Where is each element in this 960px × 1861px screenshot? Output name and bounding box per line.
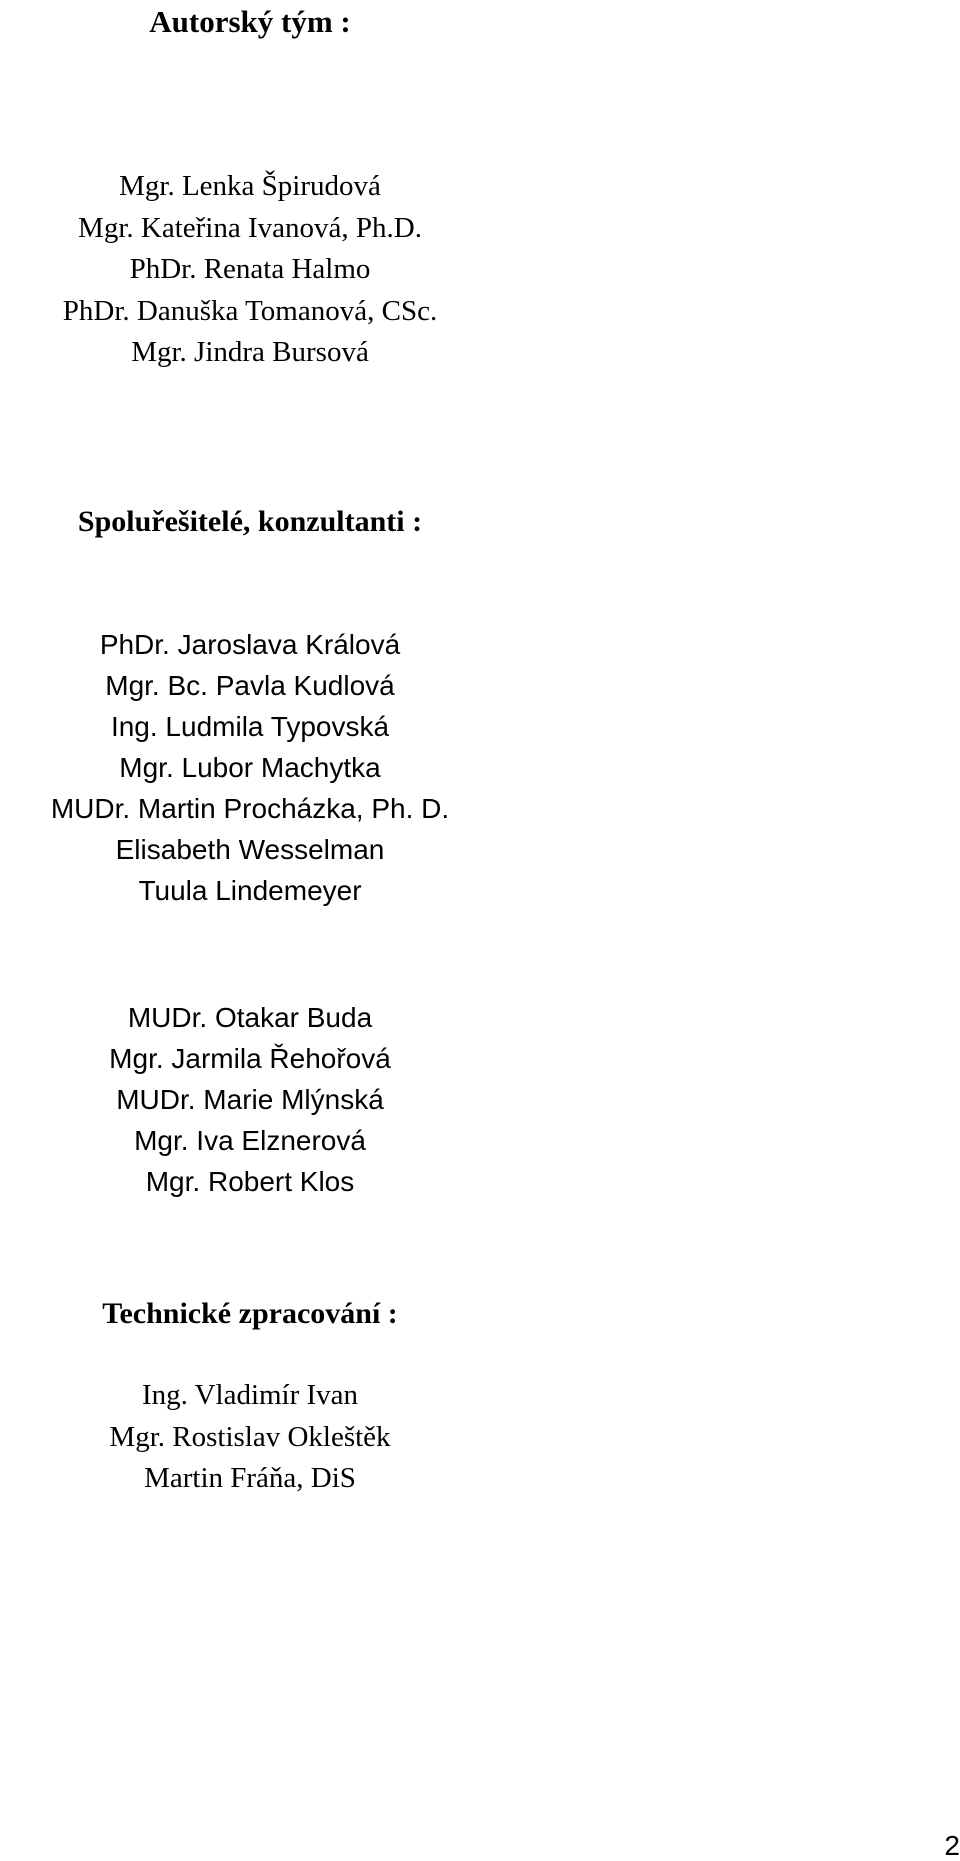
author-member: Mgr. Kateřina Ivanová, Ph.D. <box>78 211 422 244</box>
co-investigators-group2 <box>0 997 500 1202</box>
author-member: Mgr. Lenka Špirudová <box>119 170 381 202</box>
co-investigator: Tuula Lindemeyer <box>138 875 362 906</box>
technical-member: Mgr. Rostislav Okleštěk <box>109 1420 391 1453</box>
co-investigators-group1 <box>0 624 500 911</box>
author-team-list <box>0 166 500 374</box>
author-member: PhDr. Renata Halmo <box>129 253 371 285</box>
co-investigator: Mgr. Lubor Machytka <box>119 752 381 783</box>
technical-member: Martin Fráňa, DiS <box>144 1462 356 1494</box>
co-investigator: MUDr. Martin Procházka, Ph. D. <box>50 793 450 824</box>
co-investigator: Elisabeth Wesselman <box>115 834 385 865</box>
technical-list <box>0 1375 500 1500</box>
page-number: 2 <box>944 1830 960 1861</box>
co-investigator: PhDr. Jaroslava Králová <box>99 629 401 660</box>
co-investigators-heading: Spoluřešitelé, konzultanti : <box>77 505 423 538</box>
co-investigator: Mgr. Jarmila Řehořová <box>109 1043 391 1074</box>
technical-heading: Technické zpracování : <box>102 1297 398 1330</box>
technical-member: Ing. Vladimír Ivan <box>141 1379 359 1411</box>
co-investigator: Mgr. Bc. Pavla Kudlová <box>105 670 395 701</box>
author-member: Mgr. Jindra Bursová <box>131 336 369 368</box>
co-investigator: Mgr. Iva Elznerová <box>134 1125 366 1156</box>
author-member: PhDr. Danuška Tomanová, CSc. <box>62 294 438 327</box>
co-investigator: Mgr. Robert Klos <box>145 1166 355 1197</box>
author-team-heading: Autorský tým : <box>149 4 351 39</box>
co-investigator: Ing. Ludmila Typovská <box>110 711 390 742</box>
co-investigator: MUDr. Otakar Buda <box>127 1002 373 1033</box>
co-investigator: MUDr. Marie Mlýnská <box>116 1084 384 1115</box>
